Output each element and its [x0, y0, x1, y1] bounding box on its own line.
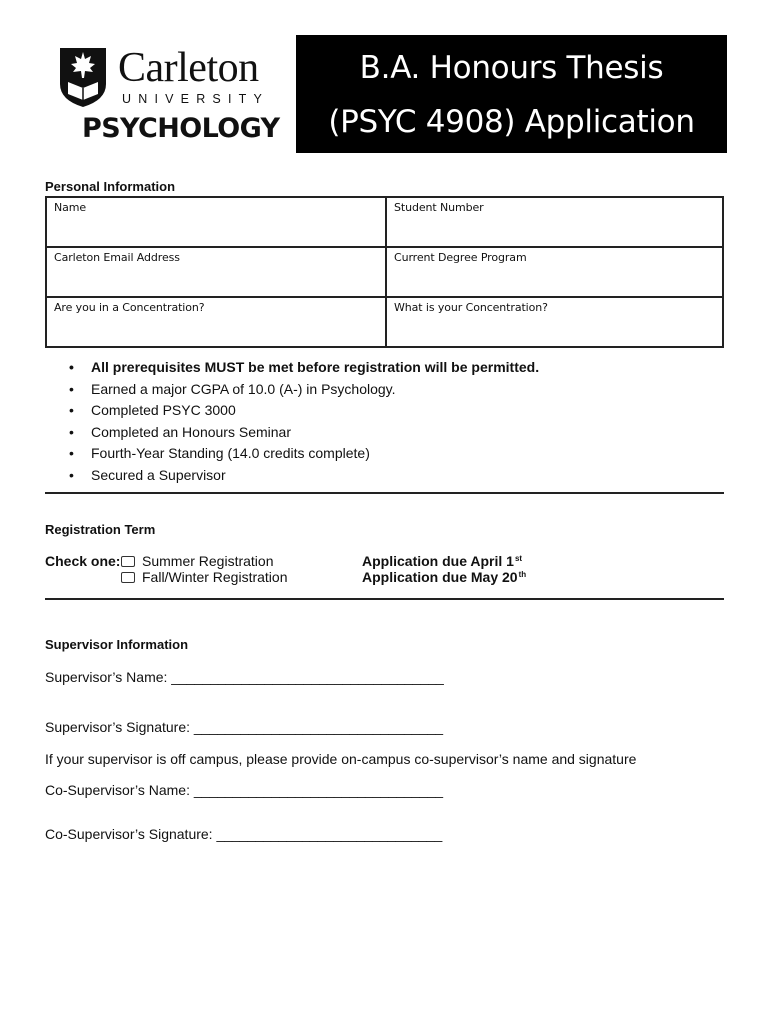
table-row	[46, 297, 723, 347]
check-one-label: Check one:	[45, 553, 121, 569]
fall-winter-due-text: Application due May 20	[362, 569, 518, 585]
title-line-1: B.A. Honours Thesis	[359, 50, 664, 86]
supervisor-signature-line[interactable]: Supervisor’s Signature: ________________________________	[45, 719, 444, 735]
email-field[interactable]: Carleton Email Address	[46, 247, 386, 297]
list-item: • Earned a major CGPA of 10.0 (A-) in Psychology.	[91, 379, 539, 401]
personal-info-table	[45, 196, 724, 348]
divider	[45, 598, 724, 600]
summer-due-date	[362, 553, 522, 569]
title-banner	[296, 35, 727, 153]
supervisor-name-line[interactable]: Supervisor’s Name: ___________________________________	[45, 669, 444, 685]
logo-wordmark: Carleton	[118, 45, 259, 91]
registration-heading: Registration Term	[45, 522, 156, 537]
logo-subtitle: UNIVERSITY	[122, 92, 270, 106]
student-number-field[interactable]: Student Number	[386, 197, 723, 247]
table-row	[46, 247, 723, 297]
co-supervisor-name-line[interactable]: Co-Supervisor’s Name: ________________________________	[45, 782, 444, 798]
table-row	[46, 197, 723, 247]
personal-info-heading: Personal Information	[45, 179, 176, 194]
shield-crest-icon	[58, 46, 108, 108]
prerequisites-list	[45, 357, 539, 486]
list-item: • Fourth-Year Standing (14.0 credits complete)	[91, 443, 539, 465]
department-name: PSYCHOLOGY	[82, 113, 280, 144]
summer-option-label: Summer Registration	[142, 553, 274, 569]
list-item: • Completed an Honours Seminar	[91, 422, 539, 444]
list-item: • All prerequisites MUST be met before registration will be permitted.	[91, 357, 539, 379]
off-campus-note: If your supervisor is off campus, please provide on-campus co-supervisor’s name and signature	[45, 751, 637, 767]
concentration-question-field[interactable]: Are you in a Concentration?	[46, 297, 386, 347]
summer-option[interactable]	[121, 553, 274, 569]
concentration-name-field[interactable]: What is your Concentration?	[386, 297, 723, 347]
list-item: • Completed PSYC 3000	[91, 400, 539, 422]
carleton-logo	[58, 44, 280, 150]
title-line-2: (PSYC 4908) Application	[328, 104, 695, 140]
degree-program-field[interactable]: Current Degree Program	[386, 247, 723, 297]
fall-winter-option[interactable]	[121, 569, 288, 585]
fall-winter-checkbox[interactable]	[121, 572, 135, 583]
fall-winter-option-label: Fall/Winter Registration	[142, 569, 288, 585]
summer-due-text: Application due April 1	[362, 553, 514, 569]
co-supervisor-signature-line[interactable]: Co-Supervisor’s Signature: _____________________________	[45, 826, 443, 842]
summer-checkbox[interactable]	[121, 556, 135, 567]
divider	[45, 492, 724, 494]
list-item: • Secured a Supervisor	[91, 465, 539, 487]
name-field[interactable]: Name	[46, 197, 386, 247]
supervisor-heading: Supervisor Information	[45, 637, 189, 652]
fall-winter-due-date	[362, 569, 526, 585]
summer-due-suffix: st	[514, 554, 523, 563]
fall-winter-due-suffix: th	[518, 570, 527, 579]
